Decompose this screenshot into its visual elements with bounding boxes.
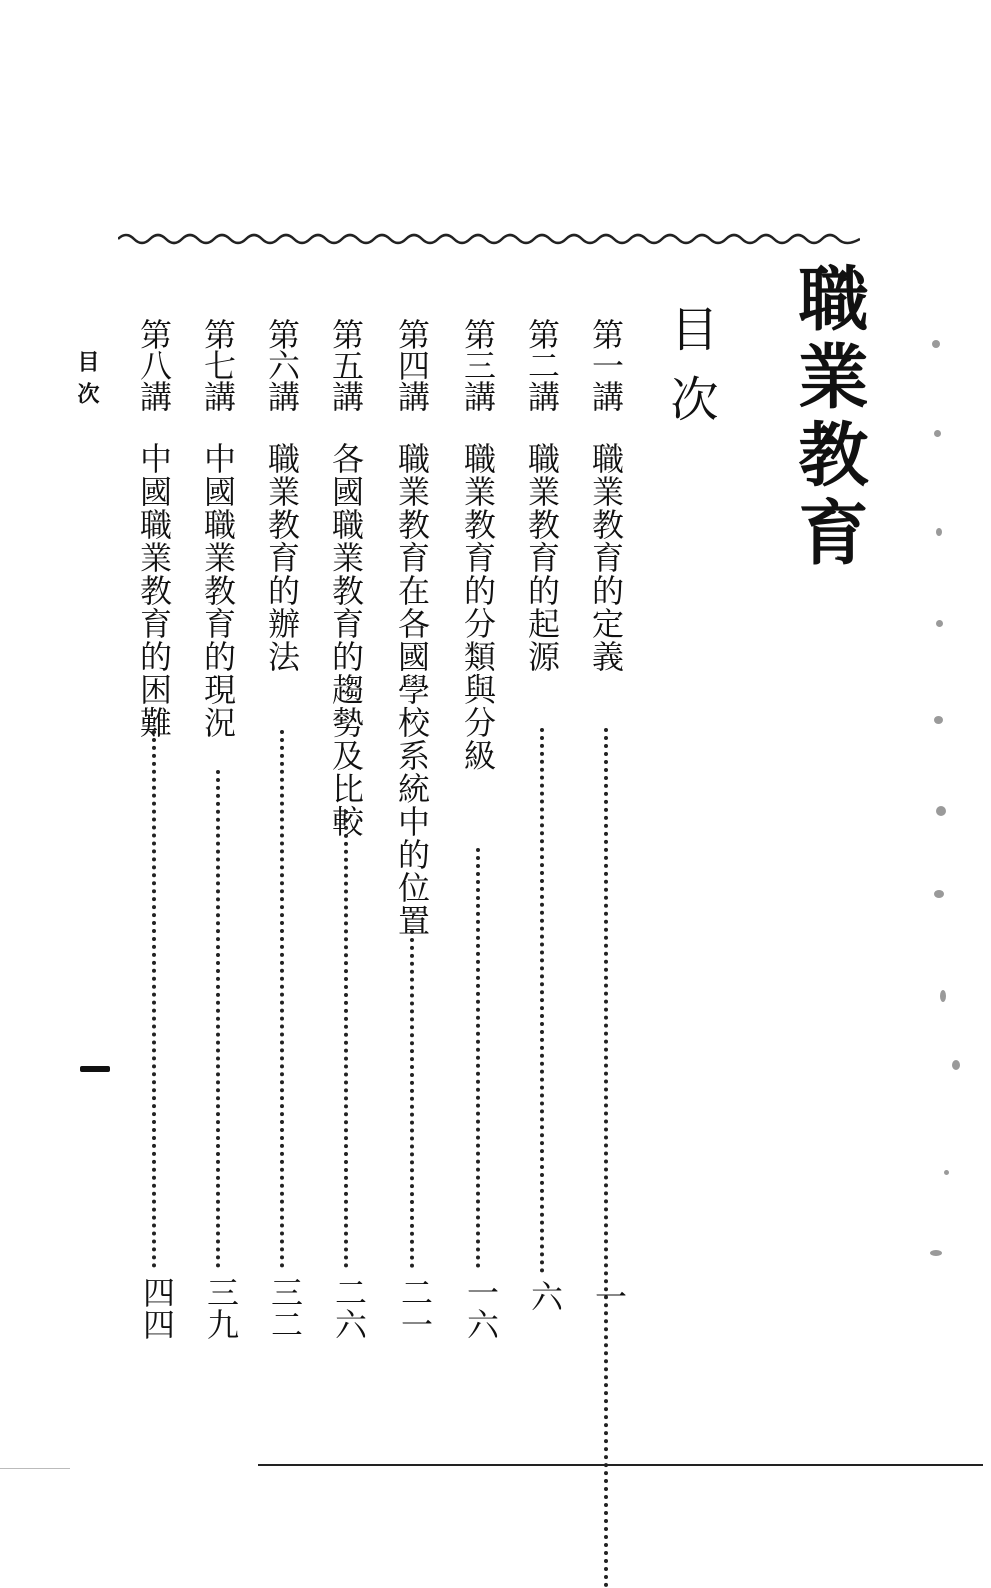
bleed-through-speck xyxy=(940,990,946,1002)
chapter-number: 第六講 xyxy=(263,318,301,411)
bottom-rule xyxy=(258,1464,983,1466)
chapter-title: 職業教育在各國學校系統中的位置 xyxy=(393,442,431,937)
chapter-page: 二一 xyxy=(396,1276,434,1340)
chapter-number: 第七講 xyxy=(199,318,237,411)
chapter-title: 中國職業教育的困難 xyxy=(135,442,173,739)
bleed-through-speck xyxy=(934,716,943,724)
bleed-through-speck xyxy=(934,890,944,898)
toc-entry xyxy=(130,318,178,1338)
chapter-number: 第二講 xyxy=(523,318,561,411)
bleed-through-speck xyxy=(952,1060,960,1070)
leader-dots xyxy=(280,730,284,1268)
chapter-number: 第一講 xyxy=(587,318,625,411)
chapter-title: 職業教育的起源 xyxy=(523,442,561,673)
book-title: 職業教育 xyxy=(787,262,870,574)
chapter-title: 職業教育的定義 xyxy=(587,442,625,673)
chapter-page: 三九 xyxy=(202,1276,240,1340)
toc-entry xyxy=(388,318,436,1338)
toc-entry xyxy=(258,318,306,1338)
chapter-number: 第三講 xyxy=(459,318,497,411)
bleed-through-speck xyxy=(936,528,942,536)
chapter-title: 各國職業教育的趨勢及比較 xyxy=(327,442,365,838)
leader-dots xyxy=(152,730,156,1268)
bleed-through-speck xyxy=(932,340,940,348)
running-head: 目次 xyxy=(74,350,100,414)
toc-heading: 目次 xyxy=(662,304,718,444)
toc-entry xyxy=(322,318,370,1338)
leader-dots xyxy=(476,848,480,1268)
leader-dots xyxy=(604,728,608,1588)
leader-dots xyxy=(344,810,348,1268)
toc-entry xyxy=(582,318,630,1338)
bleed-through-speck xyxy=(930,1250,942,1256)
chapter-page: 一六 xyxy=(462,1276,500,1340)
bottom-rule-fragment xyxy=(0,1468,70,1469)
chapter-title: 職業教育的辦法 xyxy=(263,442,301,673)
chapter-number: 第八講 xyxy=(135,318,173,411)
bleed-through-speck xyxy=(934,430,941,437)
toc-entry xyxy=(194,318,242,1338)
chapter-page: 一 xyxy=(590,1280,628,1312)
chapter-page: 六 xyxy=(526,1280,564,1312)
leader-dots xyxy=(540,728,544,1273)
bleed-through-speck xyxy=(936,806,946,816)
chapter-number: 第五講 xyxy=(327,318,365,411)
chapter-page: 四四 xyxy=(138,1276,176,1340)
chapter-number: 第四講 xyxy=(393,318,431,411)
leader-dots xyxy=(216,770,220,1268)
chapter-title: 中國職業教育的現況 xyxy=(199,442,237,739)
chapter-page: 三二 xyxy=(266,1276,304,1340)
bleed-through-speck xyxy=(944,1170,949,1175)
toc-entry xyxy=(454,318,502,1338)
bleed-through-speck xyxy=(936,620,943,627)
chapter-page: 二六 xyxy=(330,1276,368,1340)
chapter-title: 職業教育的分類與分級 xyxy=(459,442,497,772)
leader-dots xyxy=(410,930,414,1268)
page-number xyxy=(80,1066,110,1072)
toc-entry xyxy=(518,318,566,1338)
top-wavy-rule xyxy=(118,228,860,250)
